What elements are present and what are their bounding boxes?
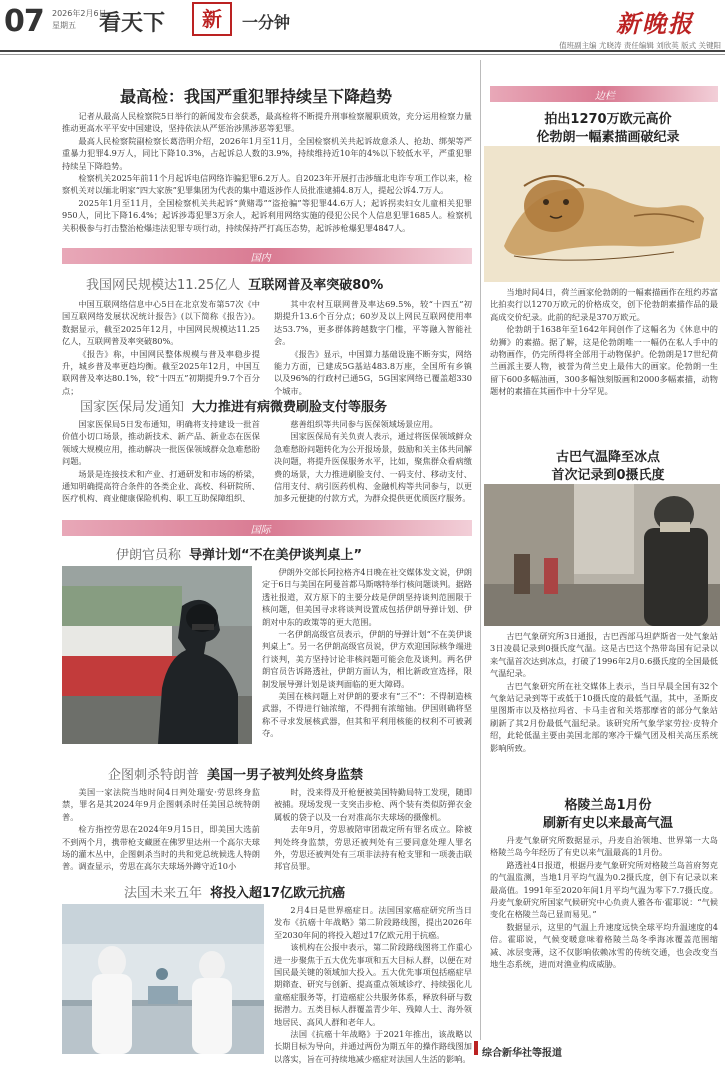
soldier-image bbox=[62, 566, 252, 744]
paragraph: 该机构在公报中表示，第二阶段路线图将工作重心进一步聚焦于五大优先事项和五大目标人群，以便在对国民最关键的领域加大投入。五大优先事项包括癌症早期筛查、研究与创新、提高重点领域诊疗、持续强化儿童癌症服务等，打造癌症公共服务体系，释放科研与数据潜力。五类目标人群覆盖青少年、残障人士、海外领地居民、高风人群和老年人。 bbox=[274, 942, 472, 1027]
staff-credits: 值班副主编 尤晓涛 责任编辑 刘欣英 版式 关键阳 bbox=[559, 41, 721, 50]
cuba-street-photo bbox=[484, 484, 720, 626]
intl-story3-body bbox=[274, 904, 472, 1064]
paragraph: 记者从最高人民检察院5日举行的新闻发布会获悉，最高检将不断提升刑事检察履职质效，充分运用检察力量推动更高水平平安中国建设，坚持依法从严惩治涉黑涉恶等犯罪。 bbox=[62, 111, 472, 134]
domestic-story1-col1 bbox=[62, 298, 260, 396]
sidebar-story3-body bbox=[490, 834, 718, 1034]
paragraph: 伊朗外交部长阿拉格齐4日晚在社交媒体发文说，伊朗定于6日与美国在阿曼首都马斯喀特举行核问题谈判。据路透社报道，双方原下的主要分歧是伊朗坚持谈判范围限于核问题，但美国寻求将谈判设置成包括伊朗导弹计划、伊朗对中东的政策等的更大范围。 bbox=[262, 567, 472, 627]
paragraph: 伦勃朗于1638年至1642年间创作了这幅名为《休息中的幼狮》的素描。据了解，这是伦勃朗唯一一幅仍在私人手中的动物画作，仍完所得将全部用于动物保护。伦勃朗是17世纪荷兰画派主要人物，被誉为荷兰史上最伟大的画家。伦勃朗一生留下600多幅油画，300多幅蚀刻版画和2000多幅素描，动物题材的素描在其画作中十分罕见。 bbox=[490, 324, 718, 397]
paragraph: 最高人民检察院副检察长葛浩明介绍，2026年1月至11月，全国检察机关共起诉故意杀人、抢劫、绑架等严重暴力犯罪4.9万人，同比下降10.3%，占起诉总人数的3.9%，持续维持近10年的4%以下较低水平，严重犯罪持续呈下降趋势。 bbox=[62, 135, 472, 171]
paragraph: 中国互联网络信息中心5日在北京发布第57次《中国互联网络发展状况统计报告》(以下简称《报告》)。数据显示，截至2025年12月，中国网民规模达11.25亿人，互联网普及率突破80%。 bbox=[62, 299, 260, 347]
top-story-title: 最高检：我国严重犯罪持续呈下降趋势 bbox=[120, 87, 393, 106]
sidebar-story1-body bbox=[490, 286, 718, 436]
newspaper-brand: 新晚报 bbox=[616, 9, 694, 38]
headline: 导弹计划“不在美伊谈判桌上” bbox=[189, 548, 363, 563]
paragraph: 国家医保局有关负责人表示，通过将医保领域鲜众急难愁盼问题转化为公开报场景，鼓励和关主体共同解决问题，将提升医保服务水平，比如，聚焦群众看病缴费的场景，大力推进刷脸支付、一码支付、移动支付、信用支付、病引医药机构、金融机构等共同参与，以更加多元便捷的付款方式，为群众提供更优质医疗服务。 bbox=[274, 431, 472, 504]
lab-researchers-photo bbox=[62, 904, 264, 1054]
domestic-story1-headline bbox=[86, 274, 466, 293]
header-divider bbox=[0, 50, 725, 52]
sidebar-story2-body bbox=[490, 630, 718, 780]
intl-story2-headline bbox=[108, 764, 468, 783]
paragraph: 古巴气象研究所在社交媒体上表示，当日早晨全国有32个气象站记录到等于或低于10摄氏度的最低气温，其中，圣斯皮里图斯市以及格拉玛省、卡马圭省和关塔那摩省的部分气象站刷新了其2月份最低气温纪录。该研究所气象学家劳拉·皮特介绍，此轮低温主要由美国北部的寒冷干燥气团及相关高压系统影响所致。 bbox=[490, 680, 718, 753]
kicker: 企图刺杀特朗普 bbox=[108, 768, 200, 783]
top-story-body bbox=[62, 110, 472, 240]
intl-story2-col2 bbox=[274, 786, 472, 872]
paragraph: 检方指控劳思在2024年9月15日，即美国大选前不到两个月，携带枪支藏匿在佛罗里达州一个高尔夫球场的灌木丛中，企图刺杀当时的共和党总统候选人特朗普。调查显示，劳思在高尔夫球场外蹲守近10小 bbox=[62, 824, 260, 872]
paragraph: 美国在核问题上对伊朗的要求有“三不”：不得制造核武器，不得进行铀浓缩，不得拥有浓缩铀。伊国则确将坚称不寻求发展核武器，但其和平利用核能的权利不可被剥夺。 bbox=[262, 691, 472, 739]
header-divider-thin bbox=[0, 54, 725, 55]
paragraph: 古巴气象研究所3日通报，古巴西部马坦萨斯省一处气象站3日凌晨记录到0摄氏度气温。这是古巴这个热带岛国有记录以来气温首次达到冰点，打破了1996年2月0.6摄氏度的全国最低气温纪录。 bbox=[490, 631, 718, 679]
domestic-tag bbox=[62, 248, 472, 264]
paragraph: 时，没来得及开枪便被美国特勤局特工发现，随即被捕。现场发现一支突击步枪、两个装有类似防弹衣金属板的袋子以及一台对准高尔夫球场的摄像机。 bbox=[274, 787, 472, 822]
paragraph: 《报告》称，中国网民整体规模与普及率稳步提升，城乡普及率更趋均衡。截至2025年12月，中国互联网普及率达80.1%，较“十四五”初期提升9.7个百分点； bbox=[62, 348, 260, 396]
kicker: 我国网民规模达11.25亿人 bbox=[86, 278, 241, 293]
tag-label: 边栏 bbox=[594, 91, 615, 102]
section-title: 看天下 bbox=[99, 11, 166, 36]
page-number: 07 bbox=[4, 4, 44, 39]
paragraph: 检察机关2025年前11个月起诉电信网络诈骗犯罪6.2万人。自2023年开展打击涉缅北电诈专项工作以来，检察机关对以缅北明家“四大家族”犯罪集团为代表的集中遣返涉作人员批准逮捕4.8万人，提起公诉4.7万人。 bbox=[62, 173, 472, 196]
iran-soldier-photo bbox=[62, 566, 252, 744]
domestic-story2-col1 bbox=[62, 418, 260, 506]
kicker: 国家医保局发通知 bbox=[80, 400, 185, 415]
tag-label: 国际 bbox=[250, 525, 271, 536]
sidebar-tag bbox=[490, 86, 718, 102]
sidebar-story2-title-line2: 首次记录到0摄氏度 bbox=[551, 468, 665, 483]
paragraph: 路透社4日报道，根据丹麦气象研究所对格陵兰岛首府努克的气温监测，当地1月平均气温为0.2摄氏度，创下有记录以来最高值。1991年至2020年间1月平均气温为零下7.7摄氏度。丹麦气象研究所国家气候研究中心负责人雅各布·霍耶说：“气候变化在格陵兰岛已显而易见。” bbox=[490, 859, 718, 920]
intl-story1-headline bbox=[116, 544, 466, 563]
international-tag bbox=[62, 520, 472, 536]
paragraph: 一名伊朗高级官员表示，伊朗的导弹计划“不在美伊谈判桌上”。另一名伊朗高级官员说，伊方欢迎国际核争端进行谈判，美方坚持讨论非核问题可能会危及谈判。两名伊朗官员告诉路透社，伊朗方面认为，相比新政宣选择，限制发展导弹计划是谈判面临的更大障碍。 bbox=[262, 629, 472, 689]
headline: 大力推进有病微费刷脸支付等服务 bbox=[192, 400, 388, 415]
kicker: 伊朗官员称 bbox=[116, 548, 182, 563]
lion-sketch-photo bbox=[484, 146, 720, 282]
headline: 互联网普及率突破80% bbox=[248, 278, 384, 293]
street-image bbox=[484, 484, 720, 626]
intl-story2-col1 bbox=[62, 786, 260, 872]
sidebar-story1-title-line1: 拍出1270万欧元高价 bbox=[544, 112, 672, 127]
footer-credit: 综合新华社等报道 bbox=[482, 1048, 562, 1059]
paragraph: 去年9月，劳思被陪审团裁定所有罪名成立。除被判处终身监禁，劳思还被判处有三要同意处理人罪名外，劳思还被判处有三项非法持有枪支罪和一项袭击联邦官员罪。 bbox=[274, 824, 472, 872]
headline: 美国一男子被判处终身监禁 bbox=[207, 768, 364, 783]
paragraph: 2月4日是世界癌症日。法国国家癌症研究所当日发布《抗癌十年战略》第二阶段路线图，提出2026年至2030年间的将投入超过17亿欧元用于抗癌。 bbox=[274, 905, 472, 940]
issue-date: 2026年2月6日 bbox=[52, 9, 107, 18]
section-subtitle: 一分钟 bbox=[242, 13, 291, 32]
paragraph: 慈善组织等共同参与医保领域场景应用。 bbox=[290, 419, 438, 429]
paragraph: 丹麦气象研究所数据显示，丹麦自治领地、世界第一大岛格陵兰岛今年经历了有史以来气温最高的1月份。 bbox=[490, 835, 718, 858]
sidebar-story3-title-line2: 刷新有史以来最高气温 bbox=[542, 816, 673, 831]
paragraph: 数据显示，这里的气温上升速度远快全球平均升温速度的4倍。霍耶说，气候变暖意味着格陵兰岛冬季海冰覆盖范围缩减、冰层变薄，这不仅影响依赖冰雪的传统交通，也会改变当地生态系统，进而对渔业构成威胁。 bbox=[490, 921, 718, 970]
domestic-story1-col2 bbox=[274, 298, 472, 396]
paragraph: 《报告》显示，中国算力基础设施不断夯实，网络能力方面，已建成5G基站483.8万座，全国所有乡镇以及96%的行政村已通5G，5G国家网络已覆盖超330个城市。 bbox=[274, 348, 472, 396]
lab-image bbox=[62, 904, 264, 1054]
headline: 将投入超17亿欧元抗癌 bbox=[210, 886, 346, 901]
sidebar-story1-title-line2: 伦勃朗一幅素描画破纪录 bbox=[536, 130, 680, 145]
paragraph: 场景是连接技术和产业、打通研发和市场的桥梁，通知明确提高符合条件的各类企业、高校、科研院所、医疗机构、商业健康保险机构、职工互助保障组织、 bbox=[62, 468, 260, 504]
paragraph: 其中农村互联网普及率达69.5%，较“十四五”初期提升13.6个百分点；60岁及以上网民互联网使用率达53.7%，更多群体跨越数字门槛，平等融入智能社会。 bbox=[274, 299, 472, 347]
lion-drawing bbox=[484, 146, 720, 282]
column-divider bbox=[480, 60, 481, 1040]
section-logo: 新 bbox=[192, 2, 232, 36]
sidebar-story3-title-line1: 格陵兰岛1月份 bbox=[564, 798, 652, 813]
paragraph: 国家医保局5日发布通知，明确将支持建设一批首价值小切口场景，推动新技术、新产品、新业态在医保领域大规模应用，推动解决一批医保领域群众急难愁盼问题。 bbox=[62, 419, 260, 467]
intl-story1-body bbox=[262, 566, 472, 756]
footer-accent bbox=[474, 1041, 478, 1055]
issue-weekday: 星期五 bbox=[52, 21, 76, 30]
intl-story3-headline bbox=[124, 882, 464, 901]
tag-label: 国内 bbox=[250, 253, 271, 264]
paragraph: 当地时间4日，荷兰画家伦勃朗的一幅素描画作在纽约苏富比拍卖行以1270万欧元的价格成交，创下伦勃朗素描作品的最高成交价纪录。此前的纪录是370万欧元。 bbox=[490, 287, 718, 322]
paragraph: 美国一家法院当地时间4日判处瑞安·劳思终身监禁，罪名是其2024年9月企图刺杀时任美国总统特朗普。 bbox=[62, 787, 260, 822]
paragraph: 2025年1月至11月，全国检察机关共起诉“黄赌毒”“盗抢骗”等犯罪44.6万人；起诉拐卖妇女儿童相关犯罪950人，同比下降16.4%；起诉涉毒犯罪3万余人，起诉利用网络实施的侵犯公民个人信息犯罪1685人。检察机关积极参与打击整治枪爆违法犯罪专项行动，持续保持严打高压态势，起诉涉枪爆犯罪4847人。 bbox=[62, 197, 472, 233]
sidebar-story2-title-line1: 古巴气温降至冰点 bbox=[555, 450, 660, 465]
paragraph: 法国《抗癌十年战略》于2021年推出，该战略以长期目标为导向，并通过两份为期五年的操作路线图加以落实，旨在可持续地减少癌症对法国人生活的影响。 bbox=[274, 1029, 472, 1064]
domestic-story2-headline bbox=[80, 396, 470, 415]
kicker: 法国未来五年 bbox=[124, 886, 203, 901]
domestic-story2-col2 bbox=[274, 418, 472, 506]
